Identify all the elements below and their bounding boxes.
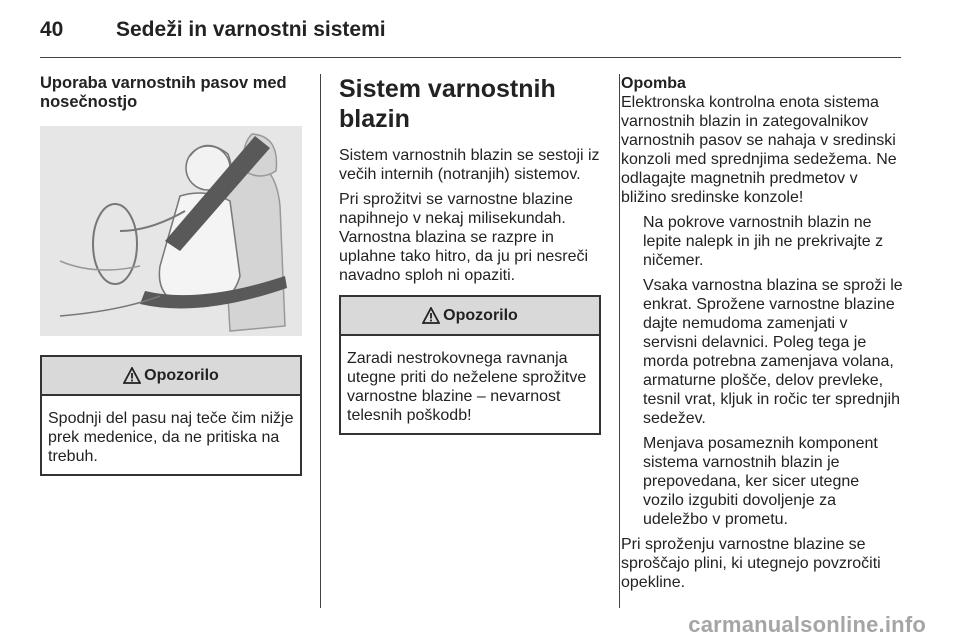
warning-box xyxy=(40,355,302,476)
warning-triangle-icon xyxy=(422,307,440,324)
header-rule xyxy=(40,57,901,58)
warning-title: Opozorilo xyxy=(144,366,219,384)
paragraph: Sistem varnostnih blazin se sestoji iz večih internih (notranjih) sistemov. xyxy=(339,147,600,183)
paragraph: Pri sprožitvi se varnostne blazine napihnejo v nekaj milisekundah. Varnostna blazina se razpre in uplahne tako hitro, da ju pri nesreči navadno sploh ni opaziti. xyxy=(339,191,589,284)
paragraph: Pri sproženju varnostne blazine se sproščajo plini, ki utegnejo povzročiti opekline. xyxy=(621,536,881,591)
warning-box xyxy=(339,295,601,435)
page-number: 40 xyxy=(40,18,64,41)
pregnant-seatbelt-illustration xyxy=(40,126,302,336)
page-title: Sedeži in varnostni sistemi xyxy=(116,18,386,41)
note-paragraph: Na pokrove varnostnih blazin ne lepite nalepk in jih ne prekrivajte z ničemer. xyxy=(643,214,884,269)
section-subheading: Uporaba varnostnih pasov med nosečnostjo xyxy=(40,74,287,111)
column-2 xyxy=(339,74,601,435)
note-title: Opomba xyxy=(621,75,686,92)
column-divider-2 xyxy=(619,74,620,608)
warning-header xyxy=(341,297,599,336)
note-paragraph: Vsaka varnostna blazina se sproži le enkrat. Sprožene varnostne blazine dajte nemudoma zamenjati v servisni delavnici. Poleg tega je morda potrebna zamenjava volana, armaturne plošče, delov prevleke, tesnil vrat, kljuk in ročic ter sprednjih sedežev. xyxy=(643,277,903,427)
note-paragraph: Menjava posameznih komponent sistema varnostnih blazin je prepovedana, ker sicer utegne vozilo izgubiti dovoljenje za udeležbo v prometu. xyxy=(643,435,878,528)
column-3 xyxy=(621,74,903,598)
watermark: carmanualsonline.info xyxy=(688,612,926,637)
warning-title: Opozorilo xyxy=(443,306,518,324)
warning-header xyxy=(42,357,300,396)
warning-text: Zaradi nestrokovnega ravnanja utegne priti do neželene sprožitve varnostne blazine – nevarnost telesnih poškodb! xyxy=(347,350,587,424)
column-divider-1 xyxy=(320,74,321,608)
warning-text: Spodnji del pasu naj teče čim nižje prek medenice, da ne pritiska na trebuh. xyxy=(48,410,294,465)
column-1 xyxy=(40,74,302,476)
note-paragraph: Elektronska kontrolna enota sistema varnostnih blazin in zategovalnikov varnostnih pasov se nahaja v sredinski konzoli med sprednjima sedežema. Ne odlagajte magnetnih predmetov v bližino sredinske konzole! xyxy=(621,94,897,206)
warning-triangle-icon xyxy=(123,367,141,384)
section-heading: Sistem varnostnih blazin xyxy=(339,75,556,133)
